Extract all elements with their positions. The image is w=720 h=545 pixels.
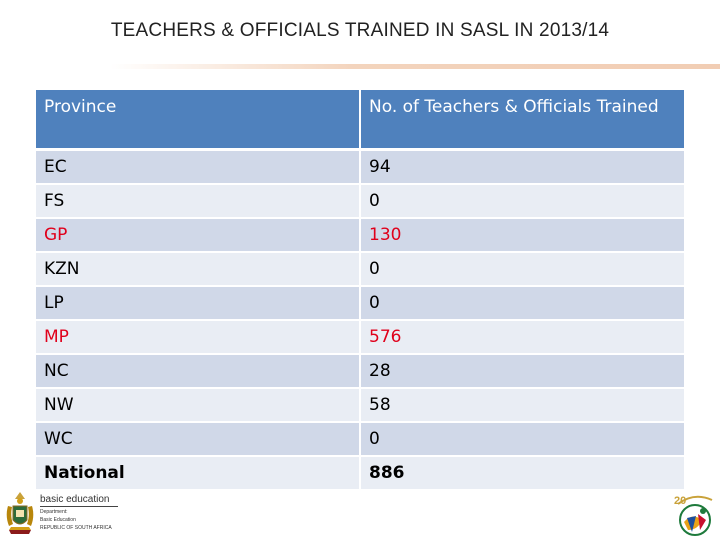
table-row <box>36 388 684 422</box>
logo-line-republic: REPUBLIC OF SOUTH AFRICA <box>40 525 112 531</box>
province-cell: GP <box>36 218 360 252</box>
logo-name: basic education <box>40 494 118 507</box>
basic-education-logo <box>0 490 130 540</box>
province-cell: EC <box>36 150 360 185</box>
province-cell: National <box>36 456 360 490</box>
count-cell: 0 <box>360 286 684 320</box>
count-cell: 28 <box>360 354 684 388</box>
table-row <box>36 286 684 320</box>
table-row <box>36 218 684 252</box>
province-cell: WC <box>36 422 360 456</box>
province-cell: KZN <box>36 252 360 286</box>
anniversary-logo <box>672 490 718 540</box>
table-row <box>36 422 684 456</box>
column-header-trained: No. of Teachers & Officials Trained <box>360 90 684 150</box>
province-cell: MP <box>36 320 360 354</box>
table-row <box>36 184 684 218</box>
province-cell: LP <box>36 286 360 320</box>
logo-line-basic-education: Basic Education <box>40 517 76 523</box>
training-table <box>36 90 684 491</box>
table-row <box>36 252 684 286</box>
table-row <box>36 150 684 185</box>
count-cell: 886 <box>360 456 684 490</box>
count-cell: 130 <box>360 218 684 252</box>
coat-of-arms-icon <box>3 490 37 536</box>
table-header-row <box>36 90 684 150</box>
count-cell: 576 <box>360 320 684 354</box>
count-cell: 0 <box>360 422 684 456</box>
table-row <box>36 320 684 354</box>
table-row-national-total <box>36 456 684 490</box>
count-cell: 0 <box>360 184 684 218</box>
table-row <box>36 354 684 388</box>
count-cell: 58 <box>360 388 684 422</box>
title-divider <box>110 64 720 69</box>
slide-title: TEACHERS & OFFICIALS TRAINED IN SASL IN 2013/14 <box>110 20 610 41</box>
province-cell: NW <box>36 388 360 422</box>
count-cell: 0 <box>360 252 684 286</box>
anniversary-20-years-icon <box>672 490 718 540</box>
province-cell: NC <box>36 354 360 388</box>
logo-line-department: Department: <box>40 509 68 515</box>
province-cell: FS <box>36 184 360 218</box>
column-header-province: Province <box>36 90 360 150</box>
count-cell: 94 <box>360 150 684 185</box>
anniversary-20-text: 20 <box>674 495 687 507</box>
